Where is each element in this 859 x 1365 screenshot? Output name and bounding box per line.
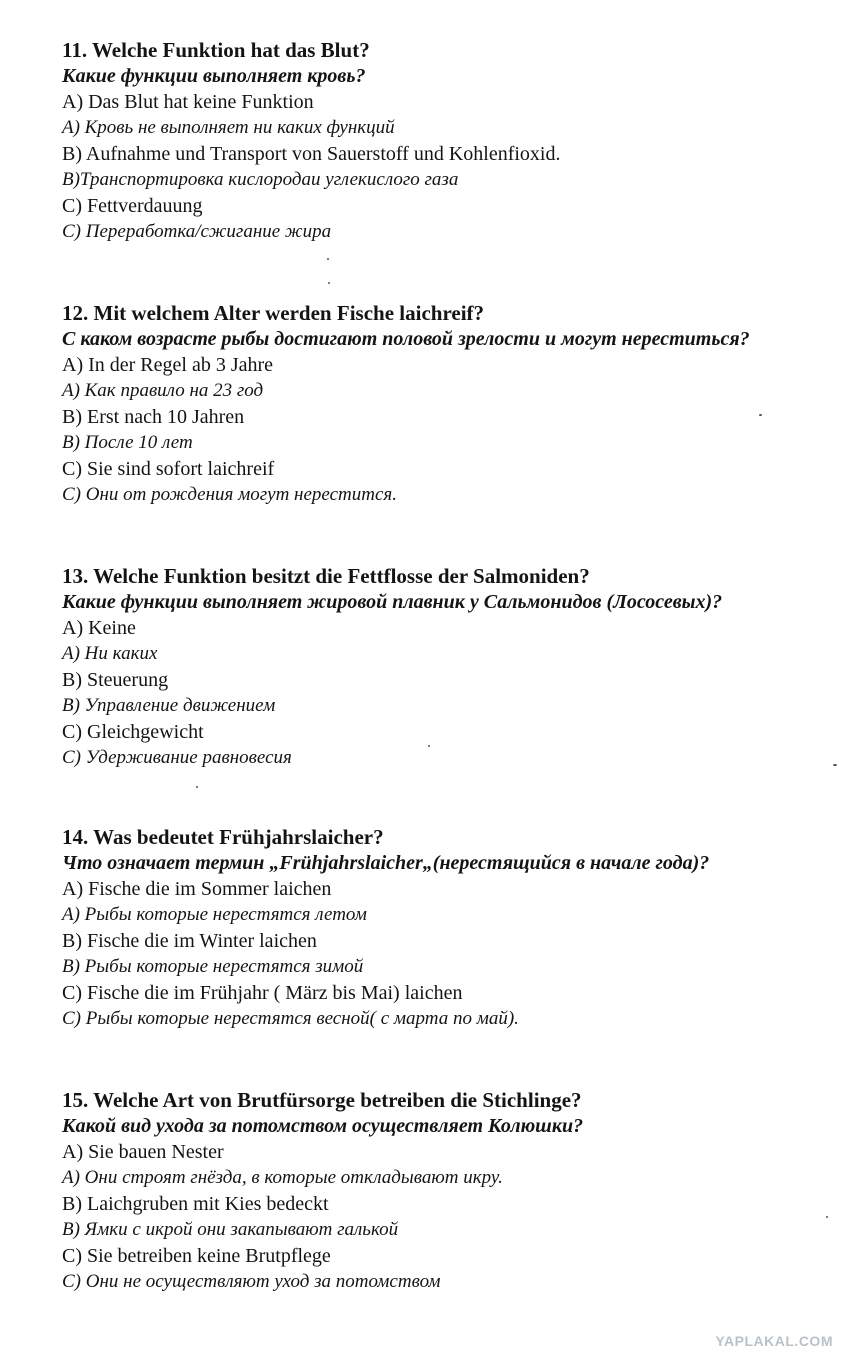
question-title-de: 15. Welche Art von Brutfürsorge betreiben die Stichlinge? bbox=[62, 1088, 582, 1112]
option-b-ru: В) После 10 лет bbox=[62, 432, 193, 453]
option-c-ru: С) Рыбы которые нерестятся весной( с марта по май). bbox=[62, 1008, 519, 1029]
question-12 bbox=[62, 300, 852, 508]
question-13 bbox=[62, 563, 852, 771]
question-title-ru: Какие функции выполняет кровь? bbox=[62, 65, 366, 87]
option-a-ru: А) Ни каких bbox=[62, 643, 158, 664]
option-c-de: C) Sie betreiben keine Brutpflege bbox=[62, 1245, 331, 1267]
option-c-ru: С) Они от рождения могут нерестится. bbox=[62, 484, 397, 505]
question-title-de: 13. Welche Funktion besitzt die Fettflosse der Salmoniden? bbox=[62, 564, 590, 588]
option-a-de: A) Sie bauen Nester bbox=[62, 1141, 224, 1163]
scan-speck bbox=[327, 258, 329, 260]
option-c-de: C) Fettverdauung bbox=[62, 195, 203, 217]
question-title-ru: Что означает термин „Frühjahrslaicher„(нерестящийся в начале года)? bbox=[62, 852, 710, 874]
option-b-de: B) Steuerung bbox=[62, 669, 169, 691]
option-a-ru: А) Кровь не выполняет ни каких функций bbox=[62, 117, 395, 138]
question-11 bbox=[62, 37, 852, 245]
option-c-ru: С) Удерживание равновесия bbox=[62, 747, 292, 768]
option-c-ru: С) Они не осуществляют уход за потомством bbox=[62, 1271, 441, 1292]
scan-speck bbox=[833, 764, 837, 766]
question-title-ru: С каком возрасте рыбы достигают половой зрелости и могут нереститься? bbox=[62, 328, 750, 350]
option-a-de: A) In der Regel ab 3 Jahre bbox=[62, 354, 274, 376]
option-b-ru: В)Транспортировка кислородаи углекислого газа bbox=[62, 169, 459, 190]
option-b-de: B) Aufnahme und Transport von Sauerstoff und Kohlenfioxid. bbox=[62, 143, 561, 165]
question-title-ru: Какой вид ухода за потомством осуществляет Колюшки? bbox=[62, 1115, 584, 1137]
scan-speck bbox=[196, 786, 198, 788]
option-a-de: A) Das Blut hat keine Funktion bbox=[62, 91, 314, 113]
question-title-de: 14. Was bedeutet Frühjahrslaicher? bbox=[62, 825, 384, 849]
option-b-de: B) Laichgruben mit Kies bedeckt bbox=[62, 1193, 329, 1215]
scan-speck bbox=[826, 1216, 828, 1218]
question-title-de: 11. Welche Funktion hat das Blut? bbox=[62, 38, 370, 62]
option-b-ru: В) Рыбы которые нерестятся зимой bbox=[62, 956, 364, 977]
option-b-ru: В) Управление движением bbox=[62, 695, 276, 716]
option-c-de: C) Sie sind sofort laichreif bbox=[62, 458, 275, 480]
option-a-de: A) Keine bbox=[62, 617, 136, 639]
option-c-de: C) Fische die im Frühjahr ( März bis Mai) laichen bbox=[62, 982, 463, 1004]
option-a-de: A) Fische die im Sommer laichen bbox=[62, 878, 332, 900]
scan-speck bbox=[328, 282, 330, 284]
scan-speck bbox=[759, 414, 762, 416]
question-15 bbox=[62, 1087, 852, 1295]
option-a-ru: А) Они строят гнёзда, в которые откладывают икру. bbox=[62, 1167, 503, 1188]
question-title-de: 12. Mit welchem Alter werden Fische laichreif? bbox=[62, 301, 485, 325]
option-b-ru: В) Ямки с икрой они закапывают галькой bbox=[62, 1219, 399, 1240]
option-b-de: B) Fische die im Winter laichen bbox=[62, 930, 317, 952]
option-a-ru: А) Рыбы которые нерестятся летом bbox=[62, 904, 367, 925]
question-14 bbox=[62, 824, 852, 1032]
option-b-de: B) Erst nach 10 Jahren bbox=[62, 406, 245, 428]
option-c-de: C) Gleichgewicht bbox=[62, 721, 204, 743]
scan-speck bbox=[428, 745, 430, 747]
option-a-ru: А) Как правило на 23 год bbox=[62, 380, 264, 401]
question-title-ru: Какие функции выполняет жировой плавник у Сальмонидов (Лососевых)? bbox=[62, 591, 723, 613]
watermark: YAPLAKAL.COM bbox=[715, 1333, 833, 1349]
option-c-ru: С) Переработка/сжигание жира bbox=[62, 221, 332, 242]
